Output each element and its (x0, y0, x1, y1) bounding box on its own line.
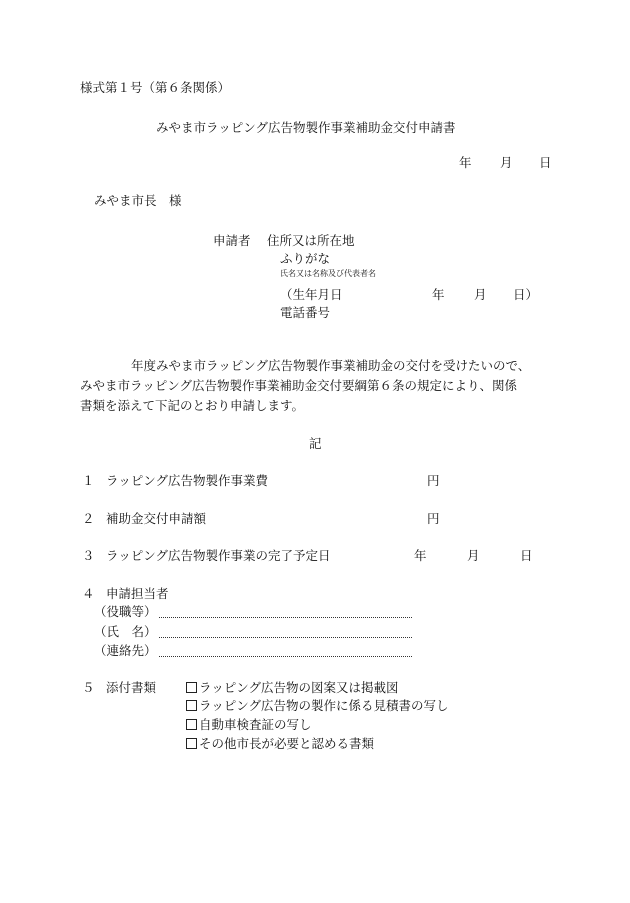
attachment-label: その他市長が必要と認める書類 (199, 736, 375, 751)
checkbox-icon[interactable] (186, 700, 197, 711)
addressee: みやま市長 様 (94, 193, 182, 208)
item-3-day: 日 (520, 548, 533, 563)
contact-name-line (159, 637, 412, 638)
attachment-item[interactable] (186, 736, 374, 752)
attachment-label: ラッピング広告物の図案又は掲載図 (199, 680, 399, 695)
item-3-number: ３ (82, 548, 95, 563)
ki-heading: 記 (309, 436, 322, 451)
attachment-item[interactable] (186, 680, 399, 696)
contact-role-line (159, 617, 412, 618)
item-2-unit: 円 (427, 511, 440, 526)
checkbox-icon[interactable] (186, 738, 197, 749)
body-line-1: 年度みやま市ラッピング広告物製作事業補助金の交付を受けたいので、 (131, 358, 531, 373)
applicant-name-label: 氏名又は名称及び代表者名 (280, 269, 376, 278)
item-2-number: ２ (82, 511, 95, 526)
item-1-unit: 円 (427, 473, 440, 488)
applicant-label: 申請者 (213, 233, 251, 248)
date-month: 月 (500, 155, 513, 170)
applicant-address-label: 住所又は所在地 (267, 233, 355, 248)
attachment-label: 自動車検査証の写し (199, 717, 312, 732)
body-line-3: 書類を添えて下記のとおり申請します。 (80, 398, 305, 413)
contact-info-label: （連絡先） (94, 643, 157, 658)
applicant-furigana-label: ふりがな (280, 251, 331, 266)
applicant-phone-label: 電話番号 (280, 305, 331, 320)
attachment-item[interactable] (186, 717, 312, 733)
item-4-label: 申請担当者 (106, 586, 169, 601)
birth-day: 日） (513, 287, 539, 302)
body-line-2: みやま市ラッピング広告物製作事業補助金交付要綱第６条の規定により、関係 (80, 378, 518, 393)
contact-role-label: （役職等） (94, 604, 157, 619)
item-3-month: 月 (467, 548, 480, 563)
item-3-year: 年 (414, 548, 427, 563)
item-1-label: ラッピング広告物製作事業費 (106, 473, 269, 488)
birth-year: 年 (432, 287, 445, 302)
item-5-number: ５ (82, 680, 95, 695)
document-title: みやま市ラッピング広告物製作事業補助金交付申請書 (156, 120, 456, 135)
contact-info-line (159, 656, 412, 657)
attachment-item[interactable] (186, 698, 449, 714)
item-3-label: ラッピング広告物製作事業の完了予定日 (106, 548, 331, 563)
item-4-number: ４ (82, 586, 95, 601)
checkbox-icon[interactable] (186, 682, 197, 693)
item-1-number: １ (82, 473, 95, 488)
date-year: 年 (459, 155, 472, 170)
contact-name-label: （氏 名） (94, 624, 157, 639)
item-5-label: 添付書類 (106, 680, 157, 695)
attachment-label: ラッピング広告物の製作に係る見積書の写し (199, 698, 449, 713)
date-day: 日 (539, 155, 552, 170)
birth-month: 月 (474, 287, 487, 302)
item-2-label: 補助金交付申請額 (106, 511, 207, 526)
form-number: 様式第１号（第６条関係） (80, 80, 231, 95)
applicant-birth-label: （生年月日 (280, 287, 343, 302)
checkbox-icon[interactable] (186, 719, 197, 730)
